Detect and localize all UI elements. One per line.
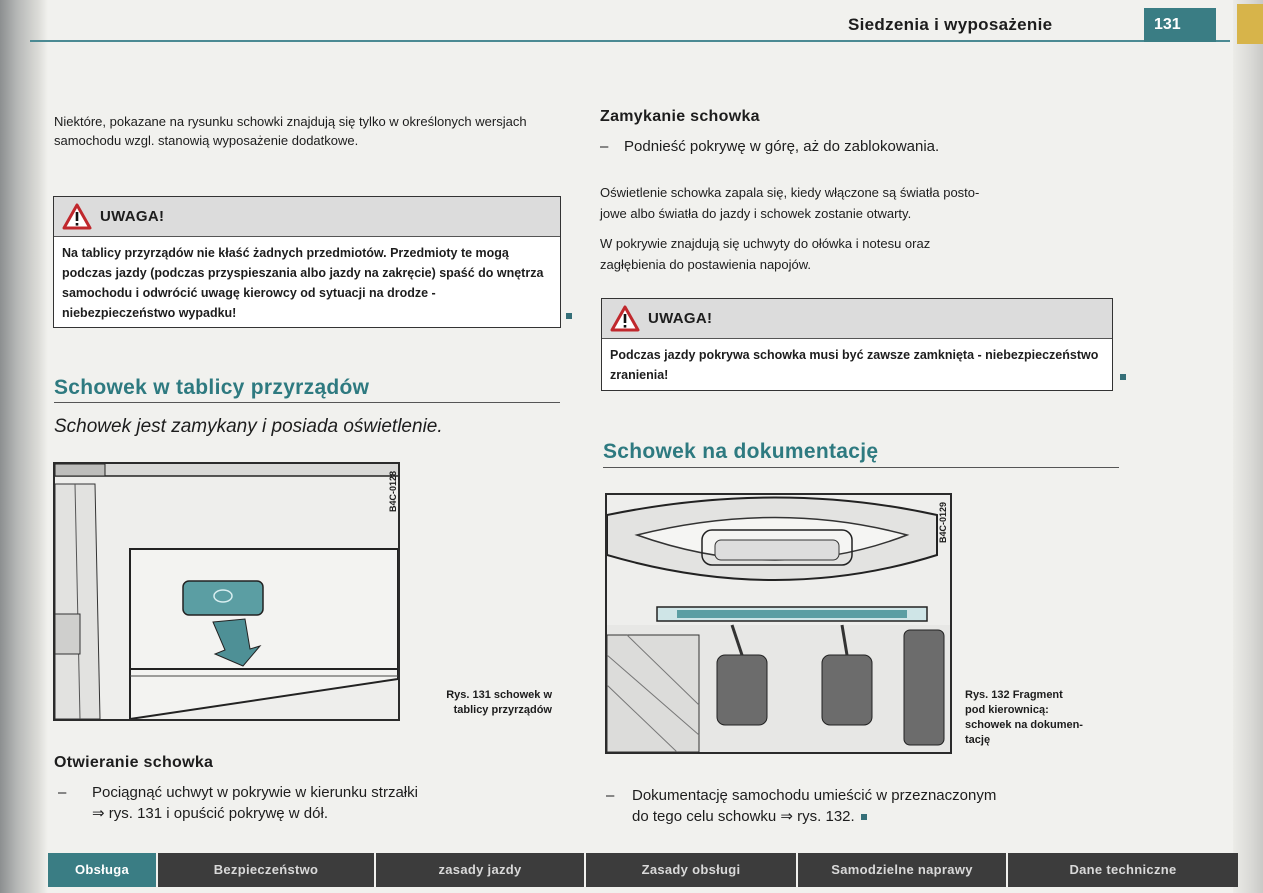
figure-132-document-compartment (605, 493, 952, 754)
section-rule (603, 467, 1119, 468)
closing-step (600, 136, 1120, 157)
section-title-dashboard-compartment: Schowek w tablicy przyrządów (54, 376, 370, 399)
caption-line: tablicy przyrządów (453, 704, 552, 716)
figure-code: B4C-0128 (388, 470, 398, 512)
warning-triangle-icon (610, 305, 640, 332)
step-dash: – (600, 138, 609, 155)
step-dash: – (606, 787, 615, 804)
figure-132-caption (965, 688, 1120, 748)
running-header-title: Siedzenia i wyposażenie (848, 15, 1053, 34)
figure-code: B4C-0129 (938, 501, 948, 543)
section-end-marker (566, 313, 572, 319)
warning-title: UWAGA! (100, 208, 165, 225)
warning-header (602, 299, 1112, 339)
figure-131-dashboard-compartment (53, 462, 400, 721)
thumb-tab (1237, 4, 1263, 44)
footer-tab-obsluga[interactable]: Obsługa (48, 853, 158, 887)
warning-header (54, 197, 560, 237)
page-number: 131 (1144, 8, 1216, 42)
footer-tab-zasady-jazdy[interactable]: zasady jazdy (376, 853, 586, 887)
footer-tab-zasady-obslugi[interactable]: Zasady obsługi (586, 853, 798, 887)
opening-step (58, 782, 558, 824)
section-end-marker (1120, 374, 1126, 380)
caption-line: tację (965, 734, 991, 746)
warning-text: Na tablicy przyrządów nie kłaść żadnych przedmiotów. Przedmioty te mogą podczas jazdy (podczas przyspieszania albo jazdy na zakręcie) spaść do wnętrza samochodu i odwrócić uwagę kierowcy od sytuacji na drodze - niebezpieczeństwo wypadku! (62, 246, 544, 320)
section-title-document-compartment: Schowek na dokumentację (603, 440, 879, 463)
section-end-marker (861, 814, 867, 820)
caption-line: Rys. 132 Fragment (965, 689, 1063, 701)
chapter-footer-nav (48, 853, 1238, 887)
warning-text: Podczas jazdy pokrywa schowka musi być zawsze zamknięta - niebezpieczeństwo zranienia! (610, 348, 1099, 382)
opening-step-line: Pociągnąć uchwyt w pokrywie w kierunku strzałki (92, 784, 418, 801)
holders-paragraph (600, 233, 1120, 275)
document-step-line (606, 806, 1126, 827)
footer-tab-bezpieczenstwo[interactable]: Bezpieczeństwo (158, 853, 376, 887)
paragraph-line: Oświetlenie schowka zapala się, kiedy włączone są światła posto- (600, 185, 980, 200)
figure-131-caption (405, 688, 552, 718)
opening-step-line: ⇒ rys. 131 i opuścić pokrywę w dół. (92, 805, 328, 822)
document-step-line: Dokumentację samochodu umieścić w przeznaczonym (632, 787, 997, 804)
warning-box-dashboard (53, 196, 561, 328)
document-step (606, 785, 1126, 827)
footer-tab-samodzielne-naprawy[interactable]: Samodzielne naprawy (798, 853, 1008, 887)
warning-triangle-icon (62, 203, 92, 230)
book-spine-shadow (0, 0, 48, 893)
section-rule (54, 402, 560, 403)
page-edge (1233, 0, 1263, 893)
caption-line: Rys. 131 schowek w (446, 689, 552, 701)
opening-heading: Otwieranie schowka (54, 754, 214, 771)
header-rule (30, 40, 1230, 42)
paragraph-line: W pokrywie znajdują się uchwyty do ołówka i notesu oraz (600, 236, 931, 251)
intro-paragraph: Niektóre, pokazane na rysunku schowki znajdują się tylko w określonych wersjach samochodu wzgl. stanowią wyposażenie dodatkowe. (54, 114, 527, 148)
paragraph-line: zagłębienia do postawienia napojów. (600, 257, 812, 272)
closing-heading: Zamykanie schowka (600, 108, 760, 125)
warning-title: UWAGA! (648, 310, 713, 327)
paragraph-line: jowe albo światła do jazdy i schowek zostanie otwarty. (600, 206, 912, 221)
document-compartment-illustration (607, 495, 950, 752)
caption-line: schowek na dokumen- (965, 719, 1083, 731)
step-dash: – (58, 784, 67, 801)
closing-step-text: Podnieść pokrywę w górę, aż do zablokowania. (624, 138, 940, 155)
section-subtitle: Schowek jest zamykany i posiada oświetlenie. (54, 416, 443, 437)
warning-box-compartment (601, 298, 1113, 391)
caption-line: pod kierownicą: (965, 704, 1049, 716)
document-step-line-text: do tego celu schowku ⇒ rys. 132. (632, 808, 855, 825)
footer-tab-dane-techniczne[interactable]: Dane techniczne (1069, 862, 1177, 877)
lighting-paragraph (600, 182, 1120, 224)
dashboard-compartment-illustration (55, 464, 398, 719)
